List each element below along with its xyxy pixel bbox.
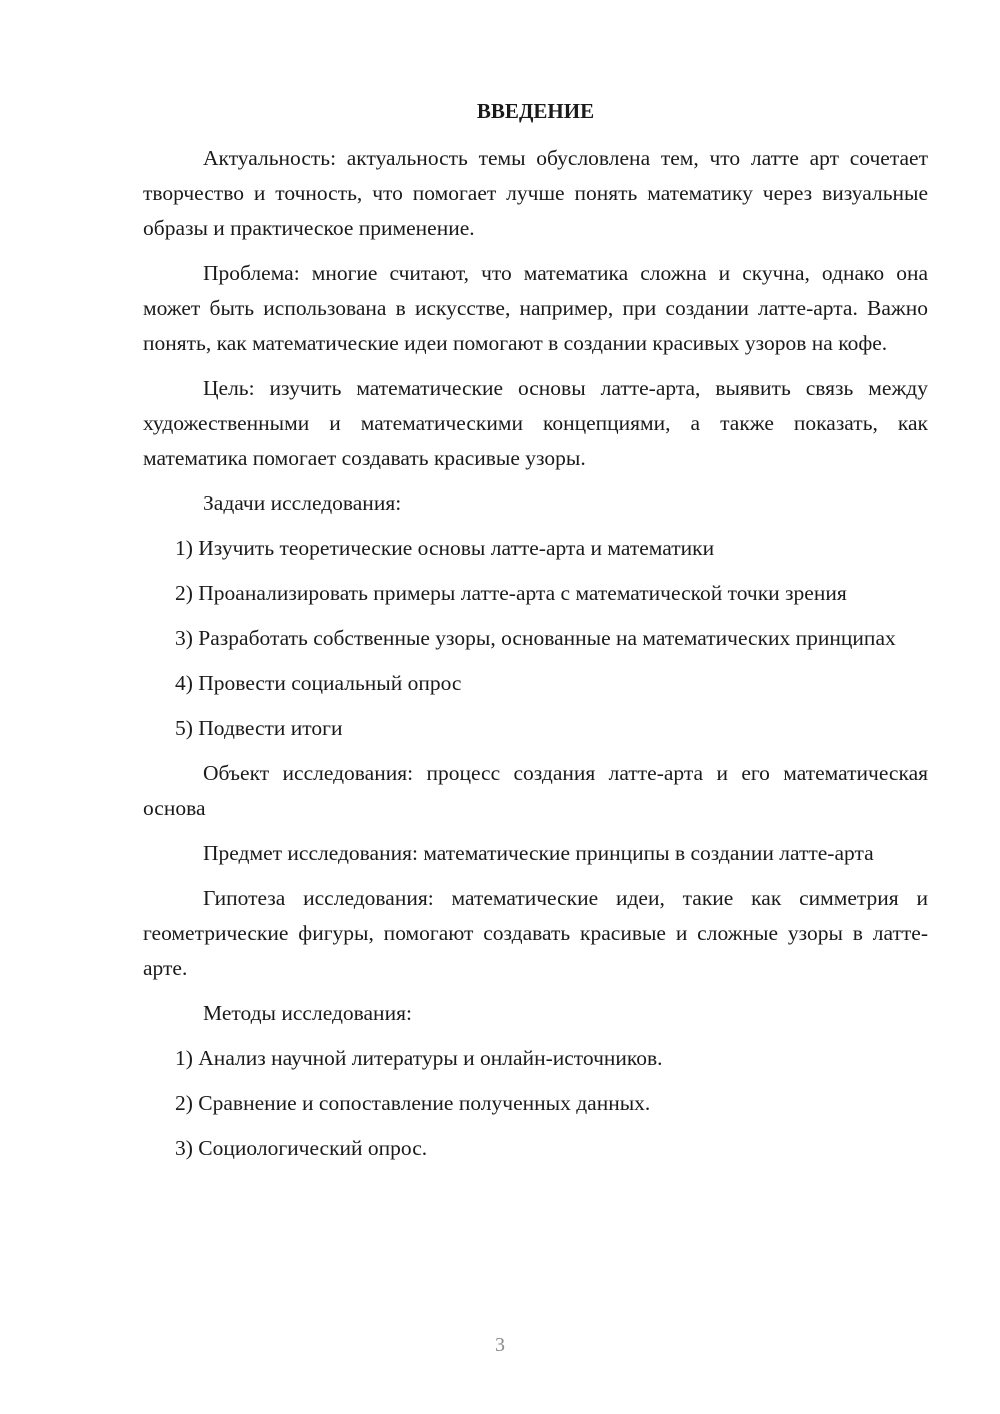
methods-heading: Методы исследования:	[203, 1001, 412, 1025]
task-item: 2) Проанализировать примеры латте-арта с математической точки зрения	[175, 581, 847, 605]
section-title: ВВЕДЕНИЕ	[476, 99, 595, 123]
hypothesis-paragraph: Гипотеза исследования: математические идеи, такие как симметрия и геометрические фигуры, помогают создавать красивые и сложные узоры в латте-арте.	[143, 886, 928, 980]
task-item: 5) Подвести итоги	[175, 716, 343, 740]
object-paragraph: Объект исследования: процесс создания латте-арта и его математическая основа	[143, 761, 928, 820]
document-page	[143, 95, 928, 1176]
task-item: 3) Разработать собственные узоры, основанные на математических принципах	[175, 626, 896, 650]
method-item: 3) Социологический опрос.	[175, 1136, 428, 1160]
method-item: 2) Сравнение и сопоставление полученных данных.	[175, 1091, 651, 1115]
relevance-paragraph: Актуальность: актуальность темы обусловлена тем, что латте арт сочетает творчество и точность, что помогает лучше понять математику через визуальные образы и практическое применение.	[143, 146, 928, 240]
method-item: 1) Анализ научной литературы и онлайн-источников.	[175, 1046, 663, 1070]
tasks-heading: Задачи исследования:	[203, 491, 402, 515]
problem-paragraph: Проблема: многие считают, что математика сложна и скучна, однако она может быть использована в искусстве, например, при создании латте-арта. Важно понять, как математические идеи помогают в создании красивых узоров на кофе.	[143, 261, 928, 355]
page-number: 3	[495, 1334, 505, 1356]
task-item: 1) Изучить теоретические основы латте-арта и математики	[175, 536, 715, 560]
subject-paragraph: Предмет исследования: математические принципы в создании латте-арта	[203, 841, 874, 865]
goal-paragraph: Цель: изучить математические основы латте-арта, выявить связь между художественными и математическими концепциями, а также показать, как математика помогает создавать красивые узоры.	[143, 376, 928, 470]
task-item: 4) Провести социальный опрос	[175, 671, 462, 695]
